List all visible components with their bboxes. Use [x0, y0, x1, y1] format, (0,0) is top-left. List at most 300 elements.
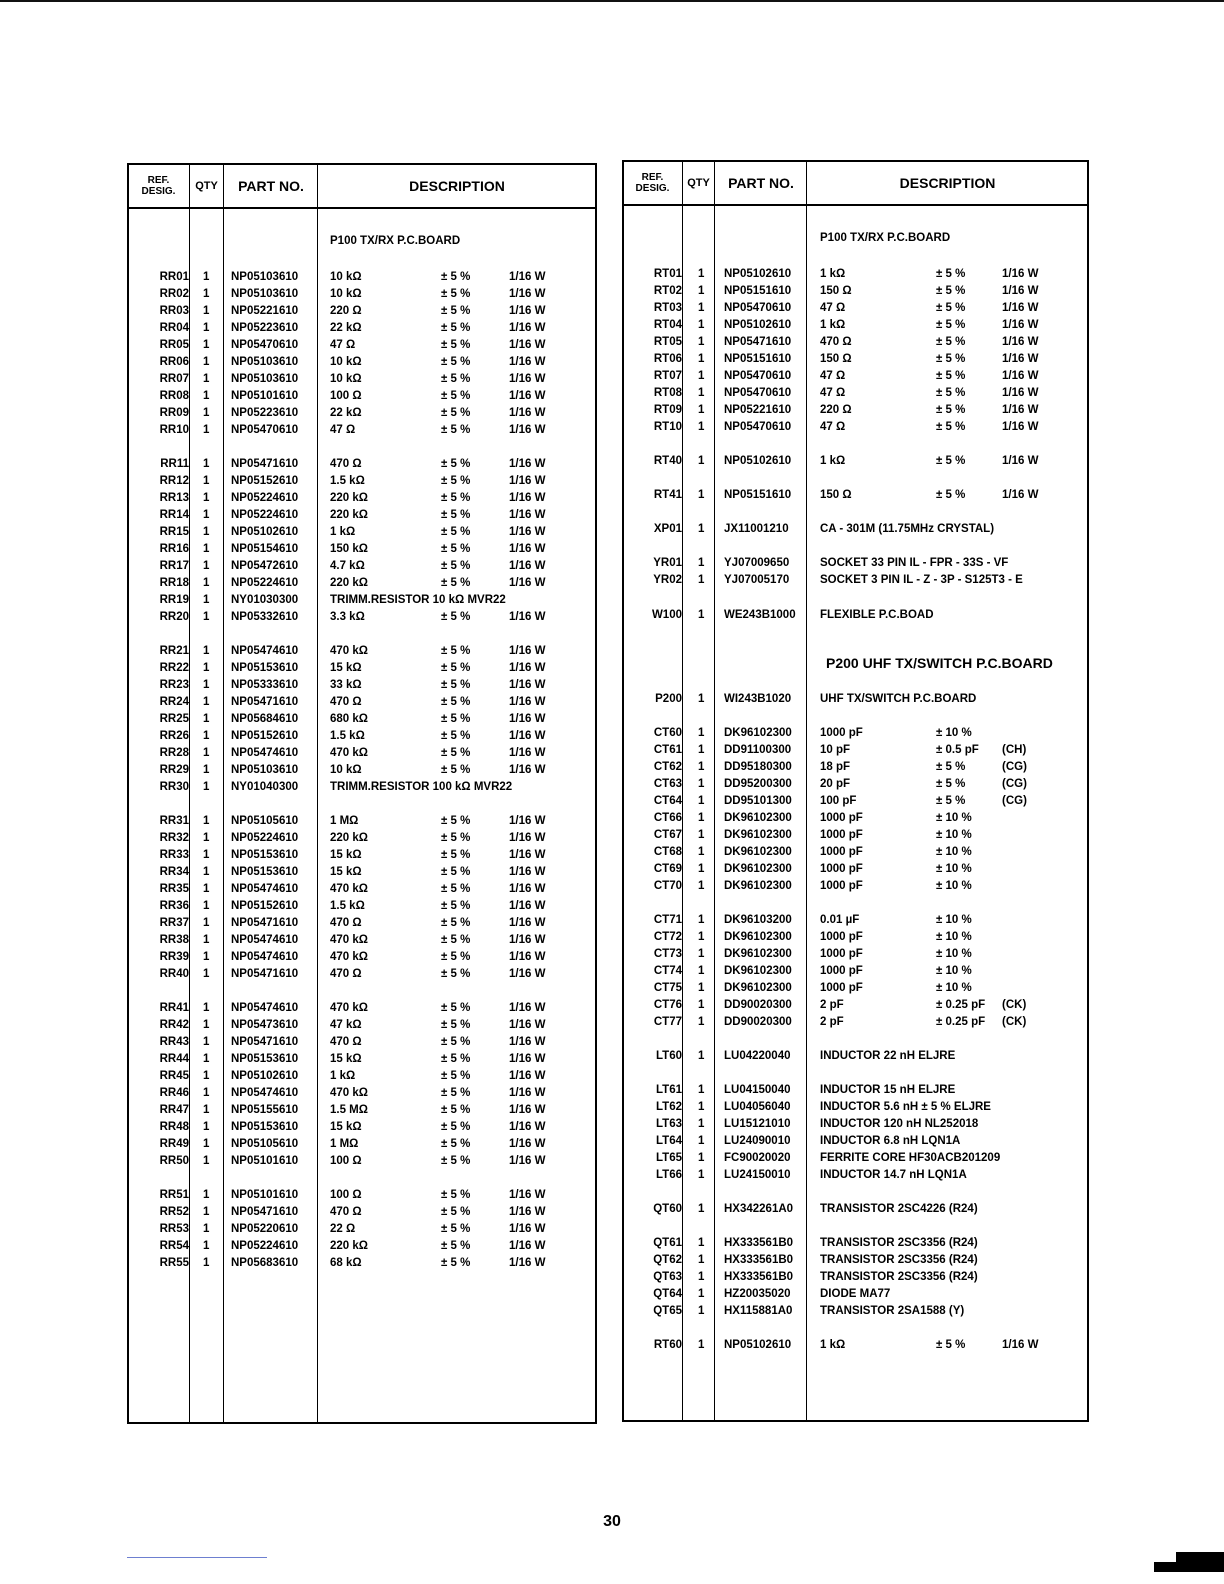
ref-desig: RT10 [653, 421, 682, 433]
ref-desig: LT61 [656, 1084, 682, 1096]
part-no: YJ07005170 [724, 574, 790, 586]
tolerance: ± 0.25 pF [936, 999, 986, 1011]
tolerance: ± 5 % [441, 560, 471, 572]
qty: 1 [203, 1002, 210, 1014]
description: 150 kΩ [330, 543, 368, 555]
ref-desig: CT69 [653, 863, 682, 875]
qty: 1 [203, 271, 210, 283]
table-row [129, 303, 595, 320]
rating: 1/16 W [1002, 353, 1039, 365]
qty: 1 [203, 917, 210, 929]
part-no: LU04150040 [724, 1084, 791, 1096]
ref-desig: CT72 [653, 931, 682, 943]
qty: 1 [203, 866, 210, 878]
tolerance: ± 5 % [936, 319, 966, 331]
qty: 1 [698, 1152, 705, 1164]
table-row [129, 286, 595, 303]
ref-desig: RR45 [159, 1070, 189, 1082]
ref-desig: CT75 [653, 982, 682, 994]
ref-desig: CT70 [653, 880, 682, 892]
ref-desig: QT61 [653, 1237, 682, 1249]
qty: 1 [203, 849, 210, 861]
left-rows [129, 165, 595, 1422]
qty: 1 [203, 611, 210, 623]
qty: 1 [698, 1016, 705, 1028]
description: 1000 pF [820, 812, 863, 824]
part-no: NP05103610 [231, 271, 299, 283]
header-part-no: PART NO. [728, 175, 794, 191]
table-row [129, 881, 595, 898]
qty: 1 [203, 1121, 210, 1133]
table-row [129, 1187, 595, 1204]
description: 33 kΩ [330, 679, 362, 691]
qty: 1 [698, 1254, 705, 1266]
description: 1 MΩ [330, 815, 359, 827]
rating: 1/16 W [509, 458, 546, 470]
tolerance: ± 5 % [441, 322, 471, 334]
table-row [624, 402, 1087, 419]
description: 1000 pF [820, 846, 863, 858]
ref-desig: RR10 [159, 424, 189, 436]
qty: 1 [698, 863, 705, 875]
rating: 1/16 W [1002, 285, 1039, 297]
description: INDUCTOR 6.8 nH LQN1A [820, 1135, 961, 1147]
rating: 1/16 W [509, 764, 546, 776]
description: 470 kΩ [330, 934, 368, 946]
description: INDUCTOR 22 nH ELJRE [820, 1050, 956, 1062]
part-no: NP05153610 [231, 1053, 299, 1065]
ref-desig: RR26 [159, 730, 189, 742]
tolerance: ± 5 % [936, 302, 966, 314]
ref-desig: W100 [651, 609, 682, 621]
description: 1.5 kΩ [330, 730, 365, 742]
part-no: NP05224610 [231, 577, 299, 589]
qty: 1 [698, 336, 705, 348]
ref-desig: QT64 [653, 1288, 682, 1300]
part-no: HX342261A0 [724, 1203, 794, 1215]
description: 470 Ω [820, 336, 852, 348]
ref-desig: RR22 [159, 662, 189, 674]
rating: 1/16 W [509, 1240, 546, 1252]
qty: 1 [698, 574, 705, 586]
table-row [624, 963, 1087, 980]
ref-desig: RR33 [159, 849, 189, 861]
part-no: NP05332610 [231, 611, 299, 623]
part-no: LU15121010 [724, 1118, 791, 1130]
ref-desig: RT06 [653, 353, 682, 365]
part-no: NP05101610 [231, 1155, 299, 1167]
description: 47 Ω [820, 387, 846, 399]
qty: 1 [698, 812, 705, 824]
rating: 1/16 W [509, 271, 546, 283]
part-no: NP05473610 [231, 1019, 299, 1031]
tolerance: ± 5 % [441, 543, 471, 555]
tolerance: ± 5 % [441, 1138, 471, 1150]
ref-desig: RR05 [159, 339, 189, 351]
qty: 1 [203, 356, 210, 368]
description: 470 kΩ [330, 645, 368, 657]
description: 47 Ω [330, 424, 356, 436]
description: 15 kΩ [330, 849, 362, 861]
ref-desig: CT67 [653, 829, 682, 841]
tolerance: ± 5 % [936, 795, 966, 807]
qty: 1 [698, 727, 705, 739]
qty: 1 [203, 815, 210, 827]
qty: 1 [698, 302, 705, 314]
ref-desig: YR02 [653, 574, 682, 586]
ref-desig: RR06 [159, 356, 189, 368]
table-row [129, 1068, 595, 1085]
qty: 1 [203, 730, 210, 742]
part-no: NP05103610 [231, 764, 299, 776]
part-no: DK96102300 [724, 863, 792, 875]
tolerance: ± 5 % [441, 1223, 471, 1235]
table-row [129, 779, 595, 796]
rating: 1/16 W [509, 1002, 546, 1014]
tolerance: ± 5 % [441, 849, 471, 861]
part-no: NP05221610 [724, 404, 792, 416]
qty: 1 [203, 1240, 210, 1252]
ref-desig: RT07 [653, 370, 682, 382]
part-no: FC90020020 [724, 1152, 791, 1164]
part-no: HX333561B0 [724, 1254, 794, 1266]
table-row [624, 607, 1087, 624]
part-no: NP05471610 [724, 336, 792, 348]
rating: 1/16 W [509, 1070, 546, 1082]
ref-desig: QT65 [653, 1305, 682, 1317]
part-no: NP05152610 [231, 475, 299, 487]
qty: 1 [698, 999, 705, 1011]
ref-desig: RR08 [159, 390, 189, 402]
tolerance: ± 10 % [936, 948, 972, 960]
qty: 1 [203, 509, 210, 521]
table-row [129, 1221, 595, 1238]
tolerance: ± 10 % [936, 846, 972, 858]
description: 10 pF [820, 744, 851, 756]
tolerance: ± 5 % [441, 917, 471, 929]
table-row [624, 878, 1087, 895]
rating: 1/16 W [509, 1121, 546, 1133]
ref-desig: RR52 [159, 1206, 189, 1218]
description: SOCKET 3 PIN IL - Z - 3P - S125T3 - E [820, 574, 1023, 586]
table-row [129, 915, 595, 932]
ref-desig: RR44 [159, 1053, 189, 1065]
qty: 1 [698, 557, 705, 569]
qty: 1 [203, 934, 210, 946]
qty: 1 [698, 1135, 705, 1147]
ref-desig: RR20 [159, 611, 189, 623]
qty: 1 [698, 1118, 705, 1130]
tolerance: ± 5 % [441, 866, 471, 878]
tolerance: ± 5 % [936, 353, 966, 365]
ref-desig: CT66 [653, 812, 682, 824]
ref-desig: RR15 [159, 526, 189, 538]
page-number: 30 [603, 1513, 621, 1530]
part-no: DD95101300 [724, 795, 792, 807]
qty: 1 [203, 1036, 210, 1048]
description: 18 pF [820, 761, 851, 773]
tolerance: ± 5 % [441, 1240, 471, 1252]
tolerance: ± 5 % [441, 679, 471, 691]
rating: 1/16 W [509, 407, 546, 419]
ref-desig: QT63 [653, 1271, 682, 1283]
part-no: NP05102610 [724, 455, 792, 467]
ref-desig: RR01 [159, 271, 189, 283]
ref-desig: RR09 [159, 407, 189, 419]
tolerance: ± 5 % [441, 1155, 471, 1167]
description: 470 kΩ [330, 951, 368, 963]
table-row [624, 929, 1087, 946]
tolerance: ± 10 % [936, 914, 972, 926]
tolerance: ± 5 % [936, 489, 966, 501]
description: INDUCTOR 14.7 nH LQN1A [820, 1169, 967, 1181]
ref-desig: CT76 [653, 999, 682, 1011]
part-no: NP05224610 [231, 509, 299, 521]
rating: (CK) [1002, 1016, 1027, 1028]
part-no: DK96103200 [724, 914, 792, 926]
qty: 1 [203, 764, 210, 776]
table-row [624, 742, 1087, 759]
tolerance: ± 5 % [936, 285, 966, 297]
description: CA - 301M (11.75MHz CRYSTAL) [820, 523, 995, 535]
description: TRIMM.RESISTOR 100 kΩ MVR22 [330, 781, 513, 793]
qty: 1 [698, 1339, 705, 1351]
ref-desig: RR54 [159, 1240, 189, 1252]
table-row [624, 725, 1087, 742]
table-row [129, 1017, 595, 1034]
part-no: NP05474610 [231, 883, 299, 895]
table-row [624, 1286, 1087, 1303]
tolerance: ± 10 % [936, 965, 972, 977]
part-no: LU04056040 [724, 1101, 791, 1113]
table-row [129, 1051, 595, 1068]
table-row [129, 320, 595, 337]
ref-desig: RR43 [159, 1036, 189, 1048]
table-row [624, 946, 1087, 963]
tolerance: ± 5 % [441, 662, 471, 674]
table-row [624, 844, 1087, 861]
rating: 1/16 W [509, 832, 546, 844]
table-row [624, 810, 1087, 827]
table-row [129, 813, 595, 830]
ref-desig: LT62 [656, 1101, 682, 1113]
rating: 1/16 W [509, 1104, 546, 1116]
part-no: NP05684610 [231, 713, 299, 725]
table-row [624, 1303, 1087, 1320]
part-no: NY01040300 [231, 781, 299, 793]
qty: 1 [698, 1203, 705, 1215]
ref-desig: RR35 [159, 883, 189, 895]
part-no: DK96102300 [724, 880, 792, 892]
part-no: NP05103610 [231, 288, 299, 300]
description: 1000 pF [820, 982, 863, 994]
rating: 1/16 W [509, 475, 546, 487]
part-no: DD90020300 [724, 1016, 792, 1028]
table-row [129, 1034, 595, 1051]
qty: 1 [203, 696, 210, 708]
part-no: NP05224610 [231, 1240, 299, 1252]
part-no: NP05151610 [724, 285, 792, 297]
rating: 1/16 W [1002, 455, 1039, 467]
ref-desig: RR55 [159, 1257, 189, 1269]
part-no: DK96102300 [724, 812, 792, 824]
description: 1 MΩ [330, 1138, 359, 1150]
header-description: DESCRIPTION [409, 178, 505, 194]
table-row [624, 572, 1087, 589]
ref-desig: RT04 [653, 319, 682, 331]
qty: 1 [203, 305, 210, 317]
table-row [624, 555, 1087, 572]
ref-desig: RT05 [653, 336, 682, 348]
part-no: NP05471610 [231, 696, 299, 708]
part-no: NP05224610 [231, 832, 299, 844]
description: 15 kΩ [330, 1053, 362, 1065]
description: 100 Ω [330, 1155, 362, 1167]
ref-desig: QT60 [653, 1203, 682, 1215]
part-no: NP05683610 [231, 1257, 299, 1269]
rating: 1/16 W [509, 1036, 546, 1048]
description: 10 kΩ [330, 271, 362, 283]
qty: 1 [203, 322, 210, 334]
part-no: NP05472610 [231, 560, 299, 572]
table-row [129, 1204, 595, 1221]
ref-desig: CT64 [653, 795, 682, 807]
table-row [624, 266, 1087, 283]
description: 100 Ω [330, 1189, 362, 1201]
table-row [129, 1000, 595, 1017]
ref-desig: RR46 [159, 1087, 189, 1099]
rating: 1/16 W [509, 322, 546, 334]
ref-desig: RR49 [159, 1138, 189, 1150]
part-no: WI243B1020 [724, 693, 792, 705]
ref-desig: RR42 [159, 1019, 189, 1031]
part-no: NP05153610 [231, 662, 299, 674]
description: 47 Ω [820, 370, 846, 382]
description: 15 kΩ [330, 1121, 362, 1133]
description: 4.7 kΩ [330, 560, 365, 572]
ref-desig: RR38 [159, 934, 189, 946]
description: INDUCTOR 120 nH NL252018 [820, 1118, 979, 1130]
part-no: NP05151610 [724, 353, 792, 365]
table-row [624, 1082, 1087, 1099]
tolerance: ± 10 % [936, 812, 972, 824]
rating: 1/16 W [509, 509, 546, 521]
tolerance: ± 5 % [936, 387, 966, 399]
ref-desig: RR11 [160, 458, 189, 470]
tolerance: ± 5 % [441, 934, 471, 946]
qty: 1 [203, 407, 210, 419]
ref-desig: RR13 [159, 492, 189, 504]
ref-desig: RR28 [159, 747, 189, 759]
description: 1.5 kΩ [330, 475, 365, 487]
rating: 1/16 W [509, 1189, 546, 1201]
right-parts-table [622, 160, 1089, 1422]
tolerance: ± 5 % [441, 1257, 471, 1269]
ref-desig: RR02 [159, 288, 189, 300]
qty: 1 [203, 1189, 210, 1201]
ref-desig: RR41 [159, 1002, 189, 1014]
qty: 1 [698, 795, 705, 807]
tolerance: ± 5 % [441, 356, 471, 368]
qty: 1 [203, 373, 210, 385]
rating: 1/16 W [509, 883, 546, 895]
qty: 1 [698, 829, 705, 841]
tolerance: ± 5 % [441, 526, 471, 538]
description: TRANSISTOR 2SC4226 (R24) [820, 1203, 978, 1215]
qty: 1 [203, 424, 210, 436]
qty: 1 [698, 880, 705, 892]
table-row [129, 949, 595, 966]
table-row [624, 419, 1087, 436]
table-row [129, 490, 595, 507]
header-qty: QTY [195, 180, 218, 192]
header-part-no: PART NO. [238, 178, 304, 194]
ref-desig: P200 [655, 693, 682, 705]
rating: 1/16 W [509, 288, 546, 300]
rating: 1/16 W [509, 645, 546, 657]
part-no: NP05152610 [231, 730, 299, 742]
tolerance: ± 5 % [441, 1053, 471, 1065]
table-row [129, 932, 595, 949]
ref-desig: CT68 [653, 846, 682, 858]
qty: 1 [203, 781, 210, 793]
table-row [624, 912, 1087, 929]
tolerance: ± 5 % [441, 900, 471, 912]
table-row [129, 745, 595, 762]
qty: 1 [203, 883, 210, 895]
qty: 1 [203, 1223, 210, 1235]
qty: 1 [203, 1104, 210, 1116]
description: 470 Ω [330, 696, 362, 708]
part-no: DK96102300 [724, 965, 792, 977]
qty: 1 [698, 1101, 705, 1113]
part-no: NP05474610 [231, 951, 299, 963]
tolerance: ± 5 % [441, 611, 471, 623]
part-no: NP05101610 [231, 1189, 299, 1201]
part-no: NP05152610 [231, 900, 299, 912]
tolerance: ± 5 % [441, 1036, 471, 1048]
part-no: NP05474610 [231, 934, 299, 946]
part-no: JX11001210 [724, 523, 789, 535]
description: 68 kΩ [330, 1257, 362, 1269]
table-row [624, 300, 1087, 317]
ref-desig: RT03 [653, 302, 682, 314]
table-row [624, 997, 1087, 1014]
part-no: NP05224610 [231, 492, 299, 504]
description: 220 kΩ [330, 509, 368, 521]
part-no: NP05105610 [231, 815, 299, 827]
qty: 1 [203, 390, 210, 402]
description: 3.3 kΩ [330, 611, 365, 623]
ref-desig: LT66 [656, 1169, 682, 1181]
description: 100 pF [820, 795, 857, 807]
table-row [624, 691, 1087, 708]
ref-desig: CT61 [653, 744, 682, 756]
description: TRIMM.RESISTOR 10 kΩ MVR22 [330, 594, 506, 606]
rating: 1/16 W [509, 305, 546, 317]
qty: 1 [698, 404, 705, 416]
qty: 1 [698, 1050, 705, 1062]
ref-desig: CT60 [653, 727, 682, 739]
ref-desig: LT60 [656, 1050, 682, 1062]
table-row [129, 1102, 595, 1119]
tolerance: ± 5 % [441, 1087, 471, 1099]
description: 470 kΩ [330, 1087, 368, 1099]
description: 470 Ω [330, 917, 362, 929]
qty: 1 [698, 421, 705, 433]
rating: 1/16 W [509, 815, 546, 827]
table-row [129, 711, 595, 728]
